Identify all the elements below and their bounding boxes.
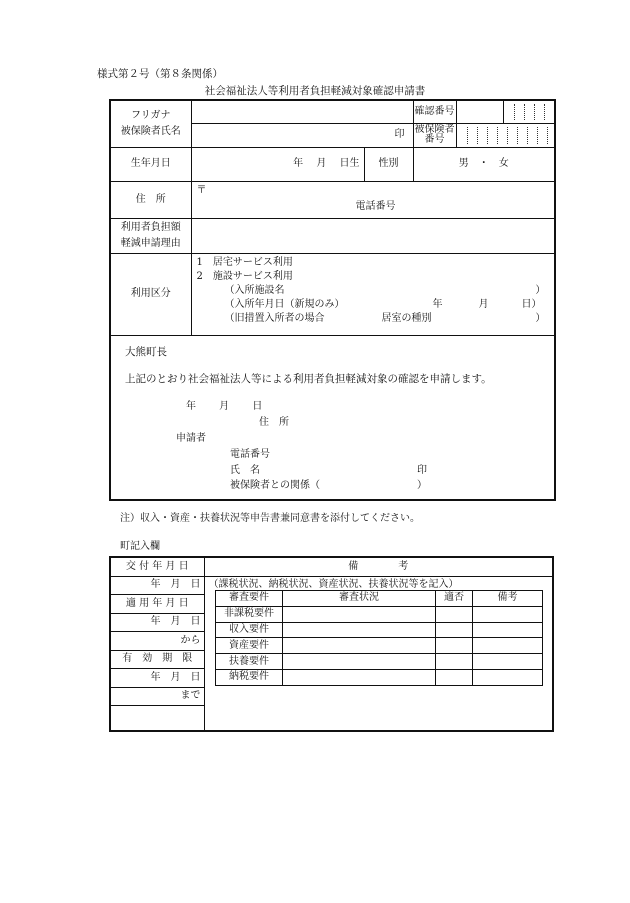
- furigana-label: フリガナ: [131, 109, 171, 121]
- relation-label: 被保険者との関係（: [230, 479, 320, 491]
- table-row: [216, 606, 543, 622]
- issue-date-label: 交 付 年 月 日: [110, 557, 204, 576]
- review-table: [215, 590, 543, 686]
- review-eligibility-field[interactable]: [436, 606, 473, 622]
- form-number: 様式第２号（第８条関係）: [97, 68, 223, 80]
- apply-from: から: [110, 632, 204, 651]
- former-measure-label: （旧措置入所者の場合: [224, 312, 325, 324]
- applicant-address-label: 住 所: [259, 416, 289, 428]
- table-row: [216, 669, 543, 685]
- review-header-remarks: 備考: [473, 591, 543, 607]
- review-requirement: 資産要件: [216, 638, 283, 654]
- remarks-header: 備 考: [204, 557, 553, 576]
- table-row: [216, 622, 543, 638]
- room-close-paren: ）: [535, 312, 546, 324]
- sex-options[interactable]: 男 ・ 女: [413, 147, 555, 181]
- review-remarks-field[interactable]: [473, 654, 543, 670]
- town-section-heading: 町記入欄: [120, 541, 160, 552]
- review-remarks-field[interactable]: [473, 669, 543, 685]
- name-label-cell: [110, 100, 191, 147]
- admission-month: 月: [478, 298, 489, 310]
- reason-label-line1: 利用者負担額: [120, 222, 181, 233]
- postal-mark: 〒: [196, 184, 207, 196]
- facility-name-label: （入所施設名: [224, 284, 285, 296]
- issue-date-value[interactable]: 年 月 日: [110, 576, 204, 595]
- application-date[interactable]: 年 月 日: [186, 400, 263, 412]
- applicant-seal-mark: 印: [417, 464, 427, 476]
- valid-until: まで: [110, 687, 204, 706]
- relation-close-paren: ）: [417, 479, 427, 491]
- valid-period-value[interactable]: 年 月 日: [110, 669, 204, 688]
- town-blank: [110, 706, 204, 732]
- room-type-label: 居室の種別: [381, 312, 432, 324]
- review-status-field[interactable]: [283, 669, 436, 685]
- review-requirement: 非課税要件: [216, 606, 283, 622]
- declaration-text: 上記のとおり社会福祉法人等による利用者負担軽減対象の確認を申請します。: [125, 372, 492, 385]
- applicant-label: 申請者: [176, 432, 206, 444]
- review-remarks-field[interactable]: [473, 638, 543, 654]
- usage-options[interactable]: [191, 253, 555, 335]
- table-row: [216, 654, 543, 670]
- applicant-phone-label: 電話番号: [230, 448, 270, 460]
- applicant-name-label: 氏 名: [230, 464, 260, 476]
- apply-date-value[interactable]: 年 月 日: [110, 613, 204, 632]
- insured-name-label: 被保険者氏名: [120, 125, 181, 137]
- review-eligibility-field[interactable]: [436, 638, 473, 654]
- table-row: [216, 638, 543, 654]
- review-remarks-field[interactable]: [473, 606, 543, 622]
- review-eligibility-field[interactable]: [436, 654, 473, 670]
- valid-period-label: 有 効 期 限: [110, 650, 204, 669]
- sex-label: 性別: [364, 147, 413, 181]
- seal-mark: 印: [394, 129, 405, 140]
- review-status-field[interactable]: [283, 654, 436, 670]
- declaration-block: [110, 335, 555, 500]
- reason-label: [110, 218, 191, 253]
- review-requirement: 扶養要件: [216, 654, 283, 670]
- address-label: 住 所: [110, 181, 191, 218]
- apply-date-label: 適 用 年 月 日: [110, 595, 204, 614]
- confirmation-number-field[interactable]: [456, 100, 503, 123]
- addressee: 大熊町長: [125, 345, 167, 358]
- review-requirement: 収入要件: [216, 622, 283, 638]
- review-status-field[interactable]: [283, 622, 436, 638]
- usage-item-home[interactable]: 1 居宅サービス利用: [196, 256, 293, 268]
- insured-number-label: 被保険者番号: [414, 124, 455, 145]
- review-header-row: [216, 591, 543, 607]
- usage-item-facility[interactable]: 2 施設サービス利用: [196, 270, 293, 282]
- confirmation-number-boxes[interactable]: [503, 100, 555, 123]
- admission-year: 年: [432, 298, 443, 310]
- reason-label-line2: 軽減申請理由: [120, 237, 181, 249]
- phone-label: 電話番号: [355, 200, 396, 212]
- facility-close-paren: ）: [535, 284, 546, 296]
- review-header-status: 審査状況: [283, 591, 436, 607]
- insured-number-boxes[interactable]: [456, 123, 555, 147]
- insured-name-field[interactable]: [191, 123, 413, 147]
- usage-label: 利用区分: [110, 253, 191, 335]
- review-header-eligibility: 適否: [436, 591, 473, 607]
- admission-date-label: （入所年月日（新規のみ）: [224, 298, 345, 310]
- attachment-note: 注）収入・資産・扶養状況等申告書兼同意書を添付してください。: [120, 513, 420, 524]
- applicant-table: [109, 99, 556, 501]
- birthdate-field[interactable]: 年 月 日生: [191, 147, 364, 181]
- remarks-note: （課税状況、納税状況、資産状況、扶養状況等を記入）: [208, 578, 459, 590]
- admission-day: 日）: [521, 298, 542, 310]
- birthdate-label: 生年月日: [110, 147, 191, 181]
- address-field[interactable]: [191, 181, 555, 218]
- form-title: 社会福祉法人等利用者負担軽減対象確認申請書: [204, 85, 426, 97]
- review-eligibility-field[interactable]: [436, 622, 473, 638]
- confirmation-number-label: 確認番号: [413, 100, 456, 123]
- review-eligibility-field[interactable]: [436, 669, 473, 685]
- furigana-field[interactable]: [191, 100, 413, 123]
- review-status-field[interactable]: [283, 606, 436, 622]
- reason-field[interactable]: [191, 218, 555, 253]
- review-status-field[interactable]: [283, 638, 436, 654]
- review-header-requirement: 審査要件: [216, 591, 283, 607]
- review-remarks-field[interactable]: [473, 622, 543, 638]
- review-requirement: 納税要件: [216, 669, 283, 685]
